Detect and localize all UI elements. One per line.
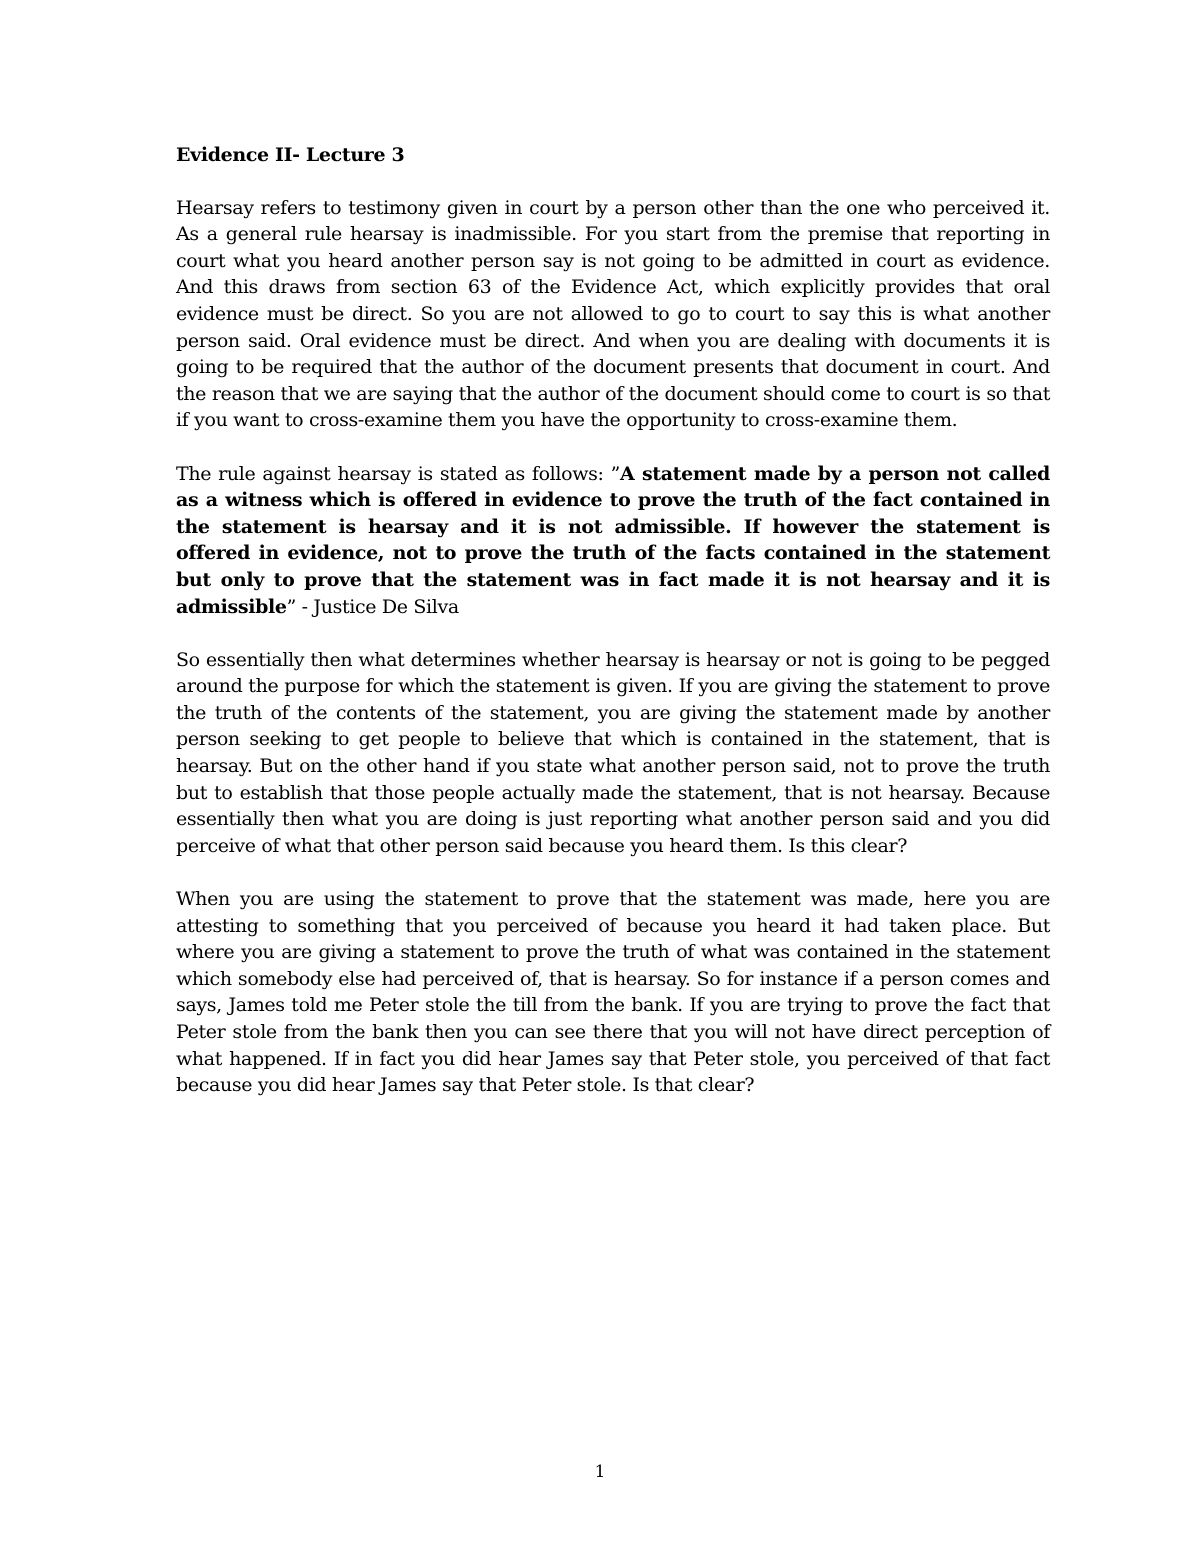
rule-attribution: ” - Justice De Silva <box>286 595 459 618</box>
paragraph-rule-against-hearsay <box>176 461 1050 621</box>
paragraph-hearsay-definition: Hearsay refers to testimony given in court by a person other than the one who perceived it. As a general rule hearsay is inadmissible. For you start from the premise that reporting in court what you heard another person say is not going to be admitted in court as evidence. And this draws from section 63 of the Evidence Act, which explicitly provides that oral evidence must be direct. So you are not allowed to go to court to say this is what another person said. Oral evidence must be direct. And when you are dealing with documents it is going to be required that the author of the document presents that document in court. And the reason that we are saying that the author of the document should come to court is so that if you want to cross-examine them you have the opportunity to cross-examine them. <box>176 196 1050 432</box>
rule-intro: The rule against hearsay is stated as follows: ” <box>176 462 620 485</box>
paragraph-example: When you are using the statement to prove that the statement was made, here you are attesting to something that you perceived of because you heard it had taken place. But where you are giving a statement to prove the truth of what was contained in the statement which somebody else had perceived of, that is hearsay. So for instance if a person comes and says, James told me Peter stole the till from the bank. If you are trying to prove the fact that Peter stole from the bank then you can see there that you will not have direct perception of what happened. If in fact you did hear James say that Peter stole, you perceived of that fact because you did hear James say that Peter stole. Is that clear? <box>176 888 1050 1097</box>
paragraph-purpose-test: So essentially then what determines whether hearsay is hearsay or not is going to be pegged around the purpose for which the statement is given. If you are giving the statement to prove the truth of the contents of the statement, you are giving the statement made by another person seeking to get people to believe that which is contained in the statement, that is hearsay. But on the other hand if you state what another person said, not to prove the truth but to establish that those people actually made the statement, that is not hearsay. Because essentially then what you are doing is just reporting what another person said and you did perceive of what that other person said because you heard them. Is this clear? <box>176 648 1050 857</box>
document-body <box>176 142 1050 1125</box>
page-number: 1 <box>594 1462 606 1482</box>
document-title: Evidence II- Lecture 3 <box>176 144 405 166</box>
rule-quote: A statement made by a person not called as a witness which is offered in evidence to prove the truth of the fact contained in the statement is hearsay and it is not admissible. If however the statement is offered in evidence, not to prove the truth of the facts contained in the statement but only to prove that the statement was in fact made it is not hearsay and it is admissible <box>176 462 1050 618</box>
